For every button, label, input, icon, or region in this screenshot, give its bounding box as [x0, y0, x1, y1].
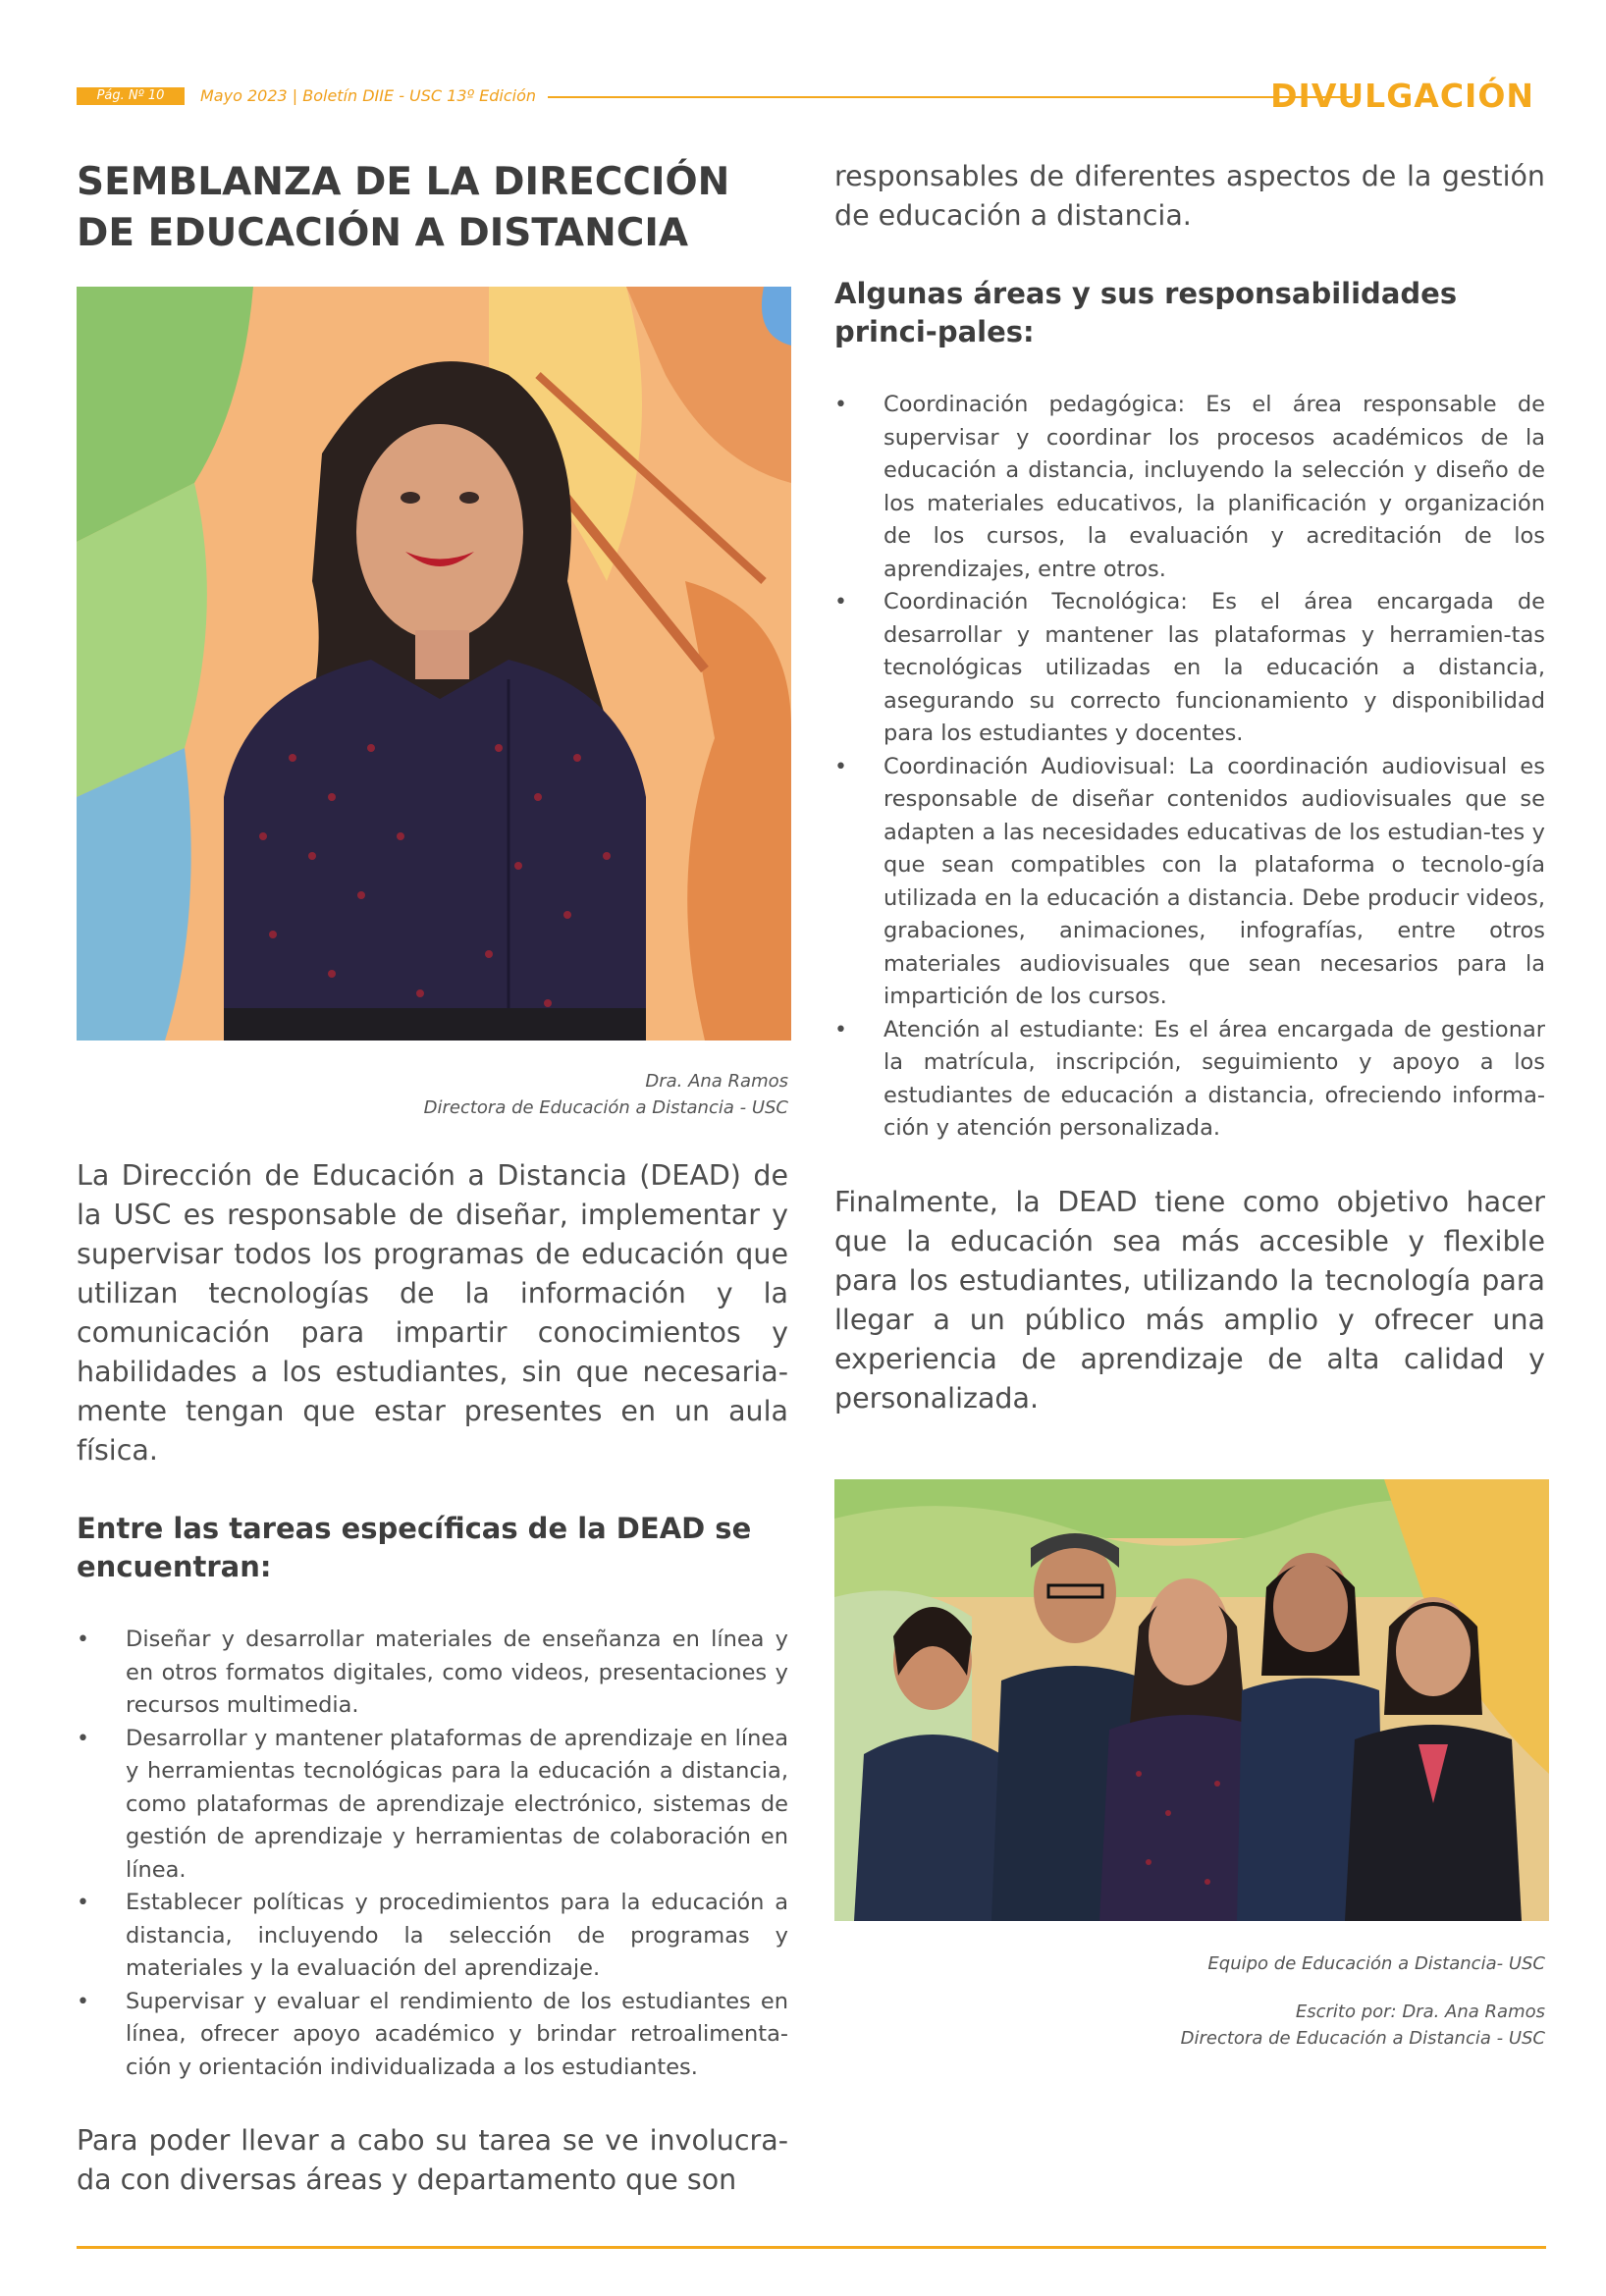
list-item: • Atención al estudiante: Es el área encargada de gestionar la matrícula, inscripción, seguimiento y apoyo a los estudiantes de educación a distancia, ofreciendo informa-ción y atención personalizada. — [834, 1014, 1545, 1146]
director-photo — [77, 287, 791, 1041]
photo-caption — [77, 1068, 788, 1121]
author-line: Escrito por: Dra. Ana Ramos — [1295, 2001, 1545, 2022]
author-role: Directora de Educación a Distancia - USC — [1180, 2027, 1545, 2049]
page-number-badge: Pág. Nº 10 — [77, 87, 185, 105]
bullet-icon: • — [834, 590, 847, 614]
team-photo-caption — [834, 1950, 1545, 2052]
list-item: • Desarrollar y mantener plataformas de aprendizaje en línea y herramientas tecnológicas para la educación a distancia, como plataformas de aprendizaje electrónico, sistemas de gestión de aprendizaje y herramientas de colaboración en línea. — [77, 1723, 788, 1888]
conclusion-paragraph: Finalmente, la DEAD tiene como objetivo hacer que la educación sea más accesible y flexible para los estudiantes, utilizando la tecnología para llegar a un público más amplio y ofrecer una experiencia de aprendizaje de alta calidad y personalizada. — [834, 1185, 1545, 1415]
header-divider — [548, 96, 1353, 98]
caption-name: Dra. Ana Ramos — [645, 1071, 788, 1092]
closing-paragraph-left: Para poder llevar a cabo su tarea se ve involucra-da con diversas áreas y departamento que son — [77, 2124, 788, 2196]
tasks-list — [77, 1624, 788, 2084]
team-group-image — [834, 1479, 1549, 1921]
caption-role: Directora de Educación a Distancia - USC — [423, 1097, 788, 1118]
bullet-icon: • — [834, 1017, 847, 1042]
right-column — [834, 157, 1545, 2052]
list-item: • Supervisar y evaluar el rendimiento de los estudiantes en línea, ofrecer apoyo académico y brindar retroalimenta-ción y orientación individualizada a los estudiantes. — [77, 1986, 788, 2085]
bullet-icon: • — [834, 754, 847, 779]
bullet-icon: • — [834, 393, 847, 417]
footer-divider — [77, 2246, 1546, 2249]
list-item: • Coordinación Audiovisual: La coordinación audiovisual es responsable de diseñar contenidos audiovisuales que se adapten a las necesidades educativas de los estudian-tes y que sean compatibles con la plataforma o tecnolo-gía utilizada en la educación a distancia. Debe producir videos, grabaciones, animaciones, infografías, entre otros materiales audiovisuales que sean necesarios para la impartición de los cursos. — [834, 751, 1545, 1014]
issue-label: Mayo 2023 | Boletín DIIE - USC 13º Edición — [200, 86, 537, 105]
director-portrait-image — [77, 287, 791, 1041]
team-photo — [834, 1479, 1549, 1921]
areas-heading: Algunas áreas y sus responsabilidades princi-pales: — [834, 277, 1458, 348]
intro-paragraph: La Dirección de Educación a Distancia (DEAD) de la USC es responsable de diseñar, implementar y supervisar todos los programas de educación que utilizan tecnologías de la información y la comunicación para impartir conocimientos y habilidades a los estudiantes, sin que necesaria-mente tengan que estar presentes en un aula física. — [77, 1159, 788, 1467]
continued-paragraph: responsables de diferentes aspectos de la gestión de educación a distancia. — [834, 160, 1545, 232]
bullet-icon: • — [77, 1989, 89, 2014]
bullet-icon: • — [77, 1726, 89, 1751]
page-header — [77, 77, 1534, 115]
list-item: • Diseñar y desarrollar materiales de enseñanza en línea y en otros formatos digitales, como videos, presentaciones y recursos multimedia. — [77, 1624, 788, 1723]
team-caption-text: Equipo de Educación a Distancia- USC — [1207, 1952, 1545, 1974]
list-item: • Coordinación Tecnológica: Es el área encargada de desarrollar y mantener las plataformas y herramien-tas tecnológicas utilizadas en la educación a distancia, asegurando su correcto funcionamiento y disponibilidad para los estudiantes y docentes. — [834, 586, 1545, 751]
left-column — [77, 157, 788, 2200]
list-item: • Coordinación pedagógica: Es el área responsable de supervisar y coordinar los procesos académicos de la educación a distancia, incluyendo la selección y diseño de los materiales educativos, la planificación y organización de los cursos, la evaluación y acreditación de los aprendizajes, entre otros. — [834, 389, 1545, 586]
tasks-heading: Entre las tareas específicas de la DEAD se encuentran: — [77, 1512, 752, 1583]
list-item: • Establecer políticas y procedimientos para la educación a distancia, incluyendo la selección de programas y materiales y la evaluación del aprendizaje. — [77, 1887, 788, 1986]
bullet-icon: • — [77, 1891, 89, 1915]
bullet-icon: • — [77, 1628, 89, 1652]
areas-list — [834, 389, 1545, 1146]
article-title: SEMBLANZA DE LA DIRECCIÓN DE EDUCACIÓN A DISTANCIA — [77, 160, 730, 255]
section-title: DIVULGACIÓN — [1270, 77, 1534, 115]
